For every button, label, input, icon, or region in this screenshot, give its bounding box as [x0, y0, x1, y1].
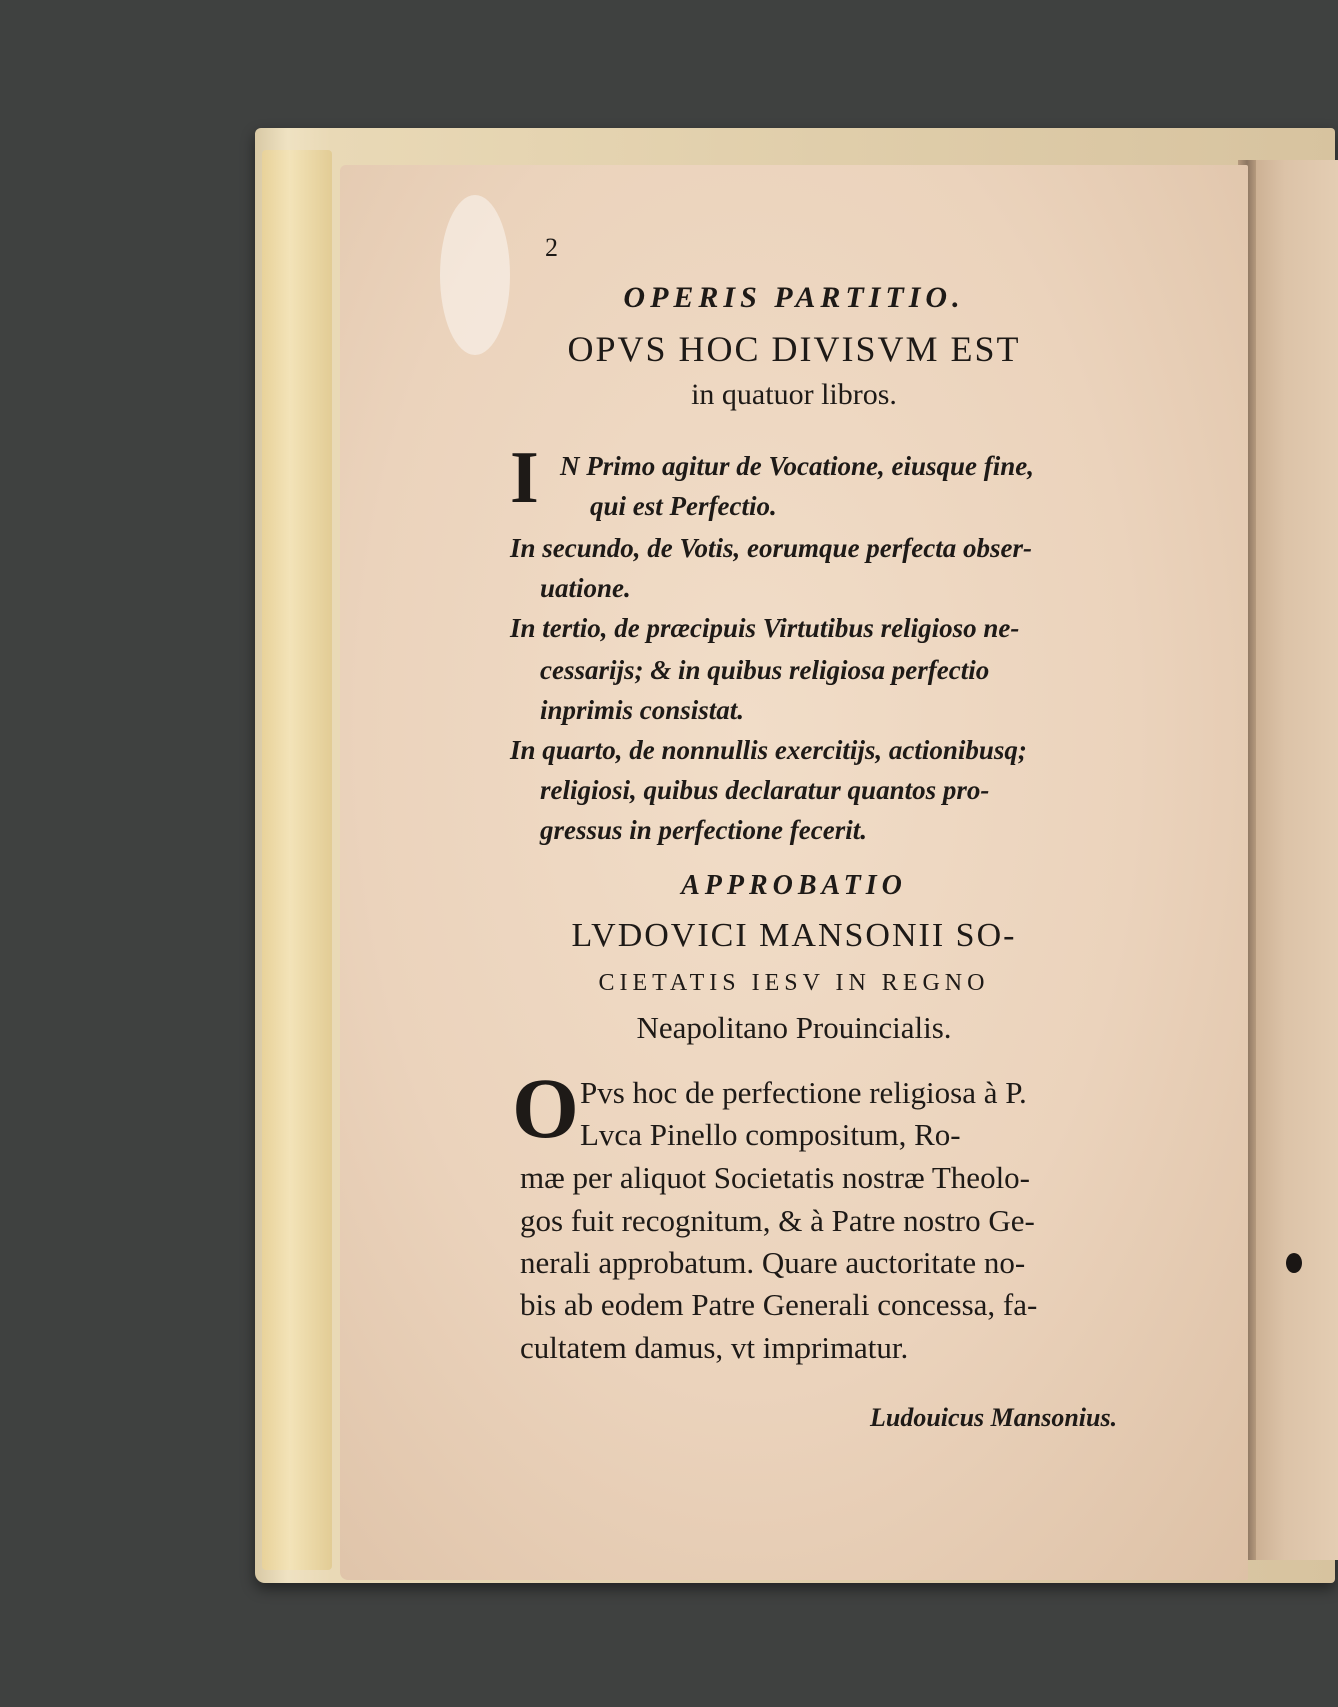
vellum-spine	[262, 150, 332, 1570]
page-number: 2	[545, 233, 558, 262]
body-line: cultatem damus, vt imprimatur.	[520, 1330, 909, 1365]
approbatio-line: LVDOVICI MANSONII SO-	[571, 917, 1017, 954]
book-page	[340, 165, 1248, 1580]
partitio-line: religiosi, quibus declaratur quantos pro-	[540, 775, 990, 805]
body-line: nerali approbatum. Quare auctoritate no-	[520, 1245, 1026, 1280]
approbatio-title: APPROBATIO	[681, 870, 907, 901]
approbatio-line: Neapolitano Prouincialis.	[636, 1010, 952, 1045]
partitio-line: gressus in perfectione fecerit.	[540, 815, 867, 845]
worm-hole	[1286, 1253, 1302, 1273]
partitio-line: In quarto, de nonnullis exercitijs, actionibusq;	[510, 735, 1027, 765]
body-line: bis ab eodem Patre Generali concessa, fa-	[520, 1287, 1038, 1322]
body-line: Lvca Pinello compositum, Ro-	[580, 1117, 961, 1152]
partitio-line: inprimis consistat.	[540, 695, 745, 725]
partitio-line: In tertio, de præcipuis Virtutibus religioso ne-	[510, 613, 1020, 643]
section-subtitle: OPVS HOC DIVISVM EST	[567, 329, 1021, 369]
approbatio-line: CIETATIS IESV IN REGNO	[598, 970, 990, 996]
section-subtitle-2: in quatuor libros.	[691, 378, 897, 411]
body-line: mæ per aliquot Societatis nostræ Theolo-	[520, 1160, 1031, 1195]
facing-page-edge	[1250, 160, 1338, 1560]
body-line: Pvs hoc de perfectione religiosa à P.	[580, 1075, 1027, 1110]
section-title: OPERIS PARTITIO.	[623, 281, 965, 314]
drop-cap: I	[510, 437, 539, 519]
signature: Ludouicus Mansonius.	[870, 1403, 1118, 1432]
body-line: gos fuit recognitum, & à Patre nostro Ge-	[520, 1203, 1035, 1238]
partitio-line: cessarijs; & in quibus religiosa perfectio	[540, 655, 990, 685]
partitio-line: N Primo agitur de Vocatione, eiusque fine,	[560, 451, 1035, 481]
partitio-line: In secundo, de Votis, eorumque perfecta obser-	[510, 533, 1032, 563]
partitio-line: uatione.	[540, 573, 631, 603]
partitio-line: qui est Perfectio.	[590, 491, 777, 521]
drop-cap: O	[512, 1060, 579, 1156]
